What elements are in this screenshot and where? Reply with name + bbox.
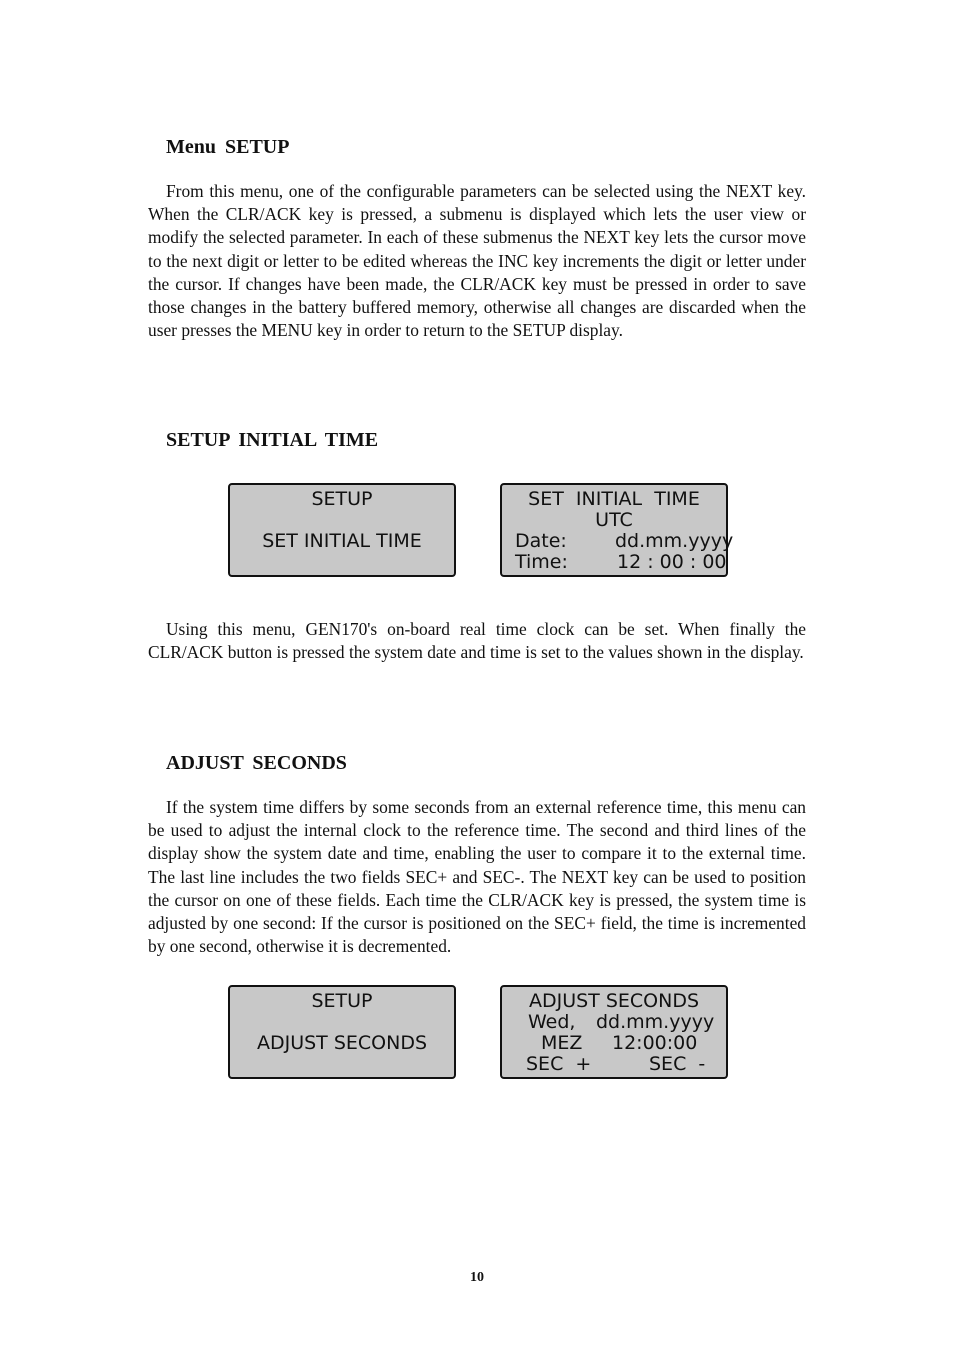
heading-menu-setup: Menu SETUP — [166, 136, 290, 158]
lcd-date-value: dd.mm.yyyy — [615, 530, 734, 552]
lcd-display-set-initial-time — [500, 483, 734, 577]
lcd-time-label: Time: — [515, 551, 568, 573]
heading-adjust-seconds: ADJUST SECONDS — [166, 752, 347, 774]
lcd-zone: MEZ — [541, 1032, 583, 1054]
lcd-display-adjust-seconds — [500, 985, 728, 1079]
lcd-day: Wed, — [528, 1011, 576, 1033]
lcd-line-1: SET INITIAL TIME — [528, 488, 700, 510]
lcd-date-label: Date: — [515, 530, 567, 552]
lcd-display-setup-initial-time-menu — [228, 483, 456, 577]
heading-setup-initial-time: SETUP INITIAL TIME — [166, 429, 379, 451]
lcd-line-1: SETUP — [311, 990, 373, 1012]
lcd-line-2: SET INITIAL TIME — [262, 530, 422, 552]
lcd-time-value: 12:00:00 — [612, 1032, 698, 1054]
lcd-line-2: ADJUST SECONDS — [256, 1032, 428, 1054]
lcd-display-setup-adjust-seconds-menu — [228, 985, 456, 1079]
lcd-sec-minus: SEC - — [649, 1053, 706, 1075]
lcd-line-1: SETUP — [311, 488, 373, 510]
lcd-line-2: UTC — [595, 509, 633, 531]
paragraph-setup-initial-time: Using this menu, GEN170's on-board real time clock can be set. When finally the CLR/ACK button is pressed the system date and time is set to the values shown in the display. — [148, 619, 806, 663]
lcd-sec-plus: SEC + — [526, 1053, 592, 1075]
lcd-time-value: 12 : 00 : 00 — [617, 551, 727, 573]
paragraph-adjust-seconds: If the system time differs by some seconds from an external reference time, this menu can be used to adjust the internal clock to the reference time. The second and third lines of the display show the system date and time, enabling the user to compare it to the external time. The last line includes the two fields SEC+ and SEC-. The NEXT key can be used to position the cursor on one of these fields. Each time the CLR/ACK key is pressed, the system time is adjusted by one second: If the cursor is positioned on the SEC+ field, the time is incremented by one second, otherwise it is decremented. — [148, 797, 806, 957]
lcd-date-value: dd.mm.yyyy — [596, 1011, 715, 1033]
lcd-line-1: ADJUST SECONDS — [528, 990, 700, 1012]
paragraph-menu-setup: From this menu, one of the configurable parameters can be selected using the NEXT key. When the CLR/ACK key is pressed, a submenu is displayed which lets the user view or modify the selected parameter. In each of these submenus the NEXT key lets the cursor move to the next digit or letter to be edited whereas the INC key increments the digit or letter under the cursor. If changes have been made, the CLR/ACK key must be pressed in order to save those changes in the battery buffered memory, otherwise all changes are discarded when the user presses the MENU key in order to return to the SETUP display. — [148, 181, 806, 341]
page-number: 10 — [470, 1270, 484, 1285]
